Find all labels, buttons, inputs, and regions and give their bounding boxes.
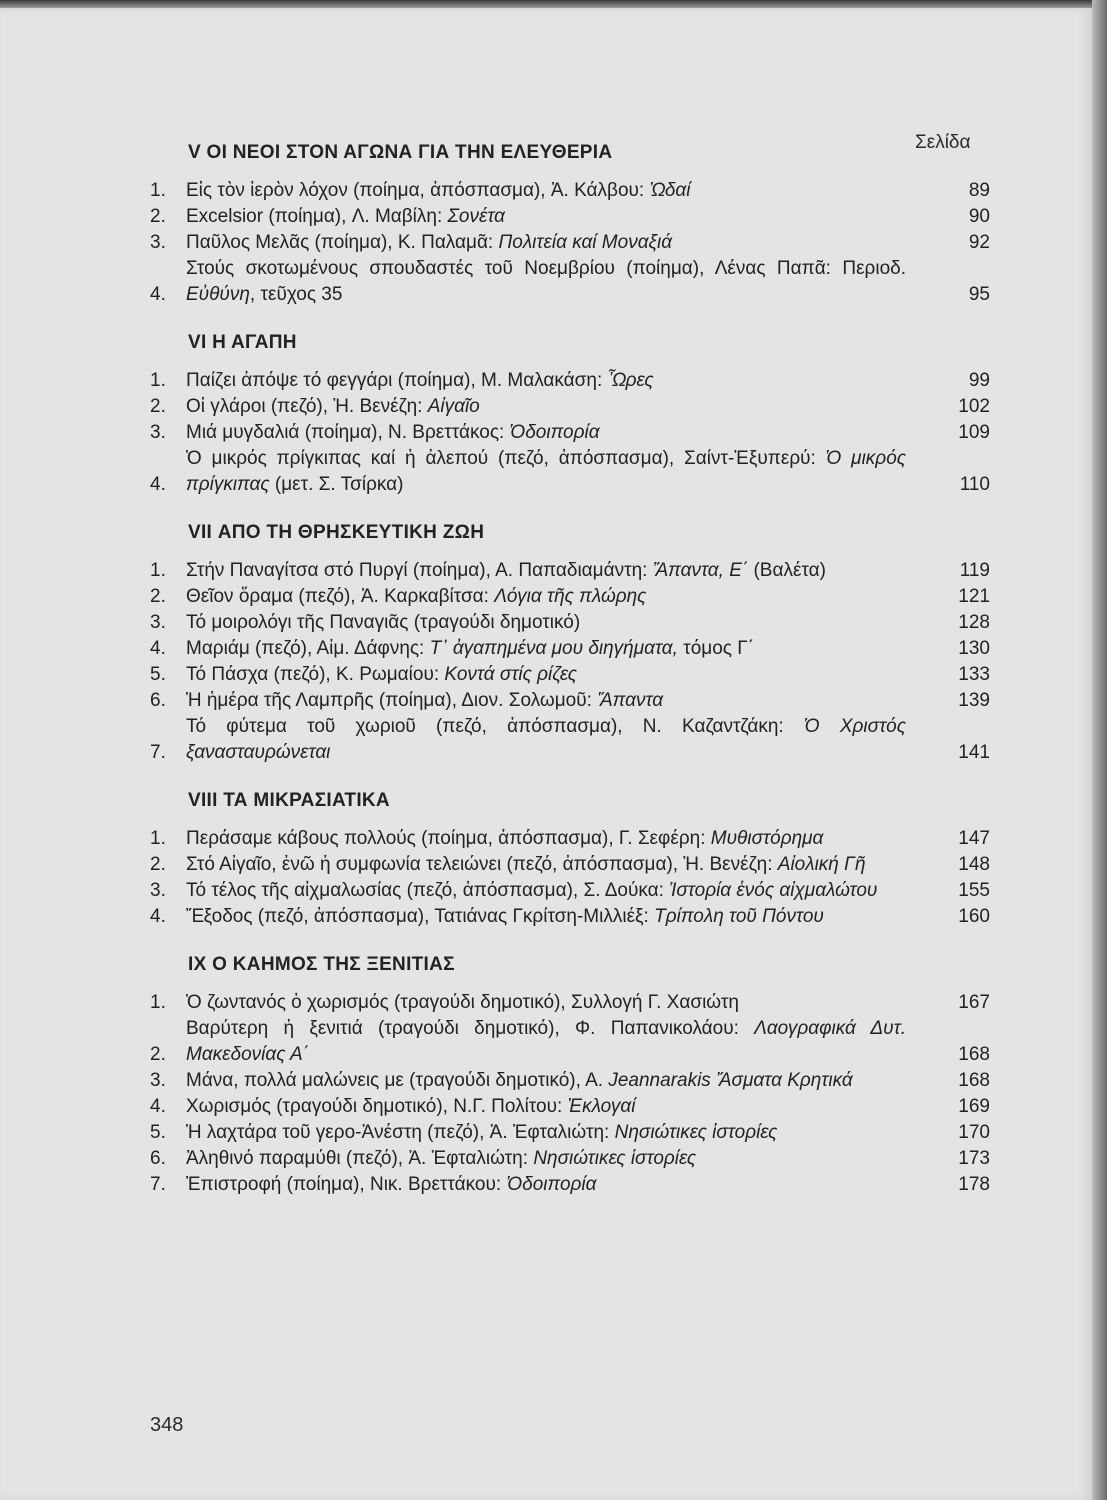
- toc-entry: [150, 904, 990, 930]
- entry-title: [186, 204, 946, 230]
- entry-number: 2.: [150, 396, 166, 417]
- toc-section: [150, 952, 990, 1198]
- entry-number: 6.: [150, 690, 166, 711]
- entry-text: Ἡ λαχτάρα τοῦ γερο-Ἀνέστη (πεζό), Ἀ. Ἐφταλιώτη:: [186, 1122, 615, 1143]
- entry-page-number: 178: [958, 1174, 990, 1195]
- entry-text: Μάνα, πολλά μαλώνεις με (τραγούδι δημοτικό), Α.: [186, 1070, 609, 1091]
- toc-entry: [150, 852, 990, 878]
- entry-title: [186, 368, 946, 394]
- entry-source-detail: τόμος Γ΄: [677, 638, 755, 659]
- entry-text: Τό τέλος τῆς αἰχμαλωσίας (πεζό, ἀπόσπασμα), Σ. Δούκα:: [186, 880, 670, 901]
- entry-page-number: 169: [958, 1096, 990, 1117]
- entry-title: [186, 584, 946, 610]
- entry-text: Στό Αἰγαῖο, ἐνῶ ἡ συμφωνία τελειώνει (πεζό, ἀπόσπασμα), Ἡ. Βενέζη:: [186, 854, 778, 875]
- toc-entry: [150, 230, 990, 256]
- entry-number: 4.: [150, 906, 166, 927]
- entry-source-title: Jeannarakis Ἄσματα Κρητικά: [608, 1070, 853, 1091]
- entry-text: Ἀληθινό παραμύθι (πεζό), Ἀ. Ἐφταλιώτη:: [186, 1148, 534, 1169]
- entry-page-number: 133: [958, 664, 990, 685]
- entry-page-number: 168: [958, 1070, 990, 1091]
- entry-page-number: 139: [958, 690, 990, 711]
- entry-source-title: Ἅπαντα: [597, 690, 664, 711]
- toc-section: [150, 330, 990, 498]
- entry-title: [186, 990, 946, 1016]
- entry-text: Τό μοιρολόγι τῆς Παναγιᾶς (τραγούδι δημοτικό): [186, 612, 581, 633]
- toc-entry: [150, 662, 990, 688]
- entry-source-title: Ἱστορία ἑνός αἰχμαλώτου: [669, 880, 878, 901]
- section-title: VIII ΤΑ ΜΙΚΡΑΣΙΑΤΙΚΑ: [188, 790, 390, 811]
- entry-title: [186, 1016, 946, 1068]
- toc-section: [150, 788, 990, 930]
- entry-page-number: 99: [968, 370, 990, 391]
- toc-entry: [150, 878, 990, 904]
- entry-source-title: Λόγια τῆς πλώρης: [494, 586, 647, 607]
- entry-page-number: 167: [958, 992, 990, 1013]
- entry-title: [186, 826, 946, 852]
- entry-number: 4.: [150, 1096, 166, 1117]
- toc-entry: [150, 420, 990, 446]
- entry-source-title: Ἅπαντα, Ε΄: [652, 560, 749, 581]
- entry-text: Ἔξοδος (πεζό, ἀπόσπασμα), Τατιάνας Γκρίτση-Μιλλιέξ:: [186, 906, 655, 927]
- entry-source-title: Πολιτεία καί Μοναξιά: [498, 232, 673, 253]
- entry-source-title: Τ᾽ ἀγαπημένα μου διηγήματα,: [429, 638, 678, 659]
- entry-page-number: 170: [958, 1122, 990, 1143]
- toc-entry: [150, 256, 990, 308]
- entry-source-title: Σονέτα: [447, 206, 506, 227]
- entry-title: [186, 394, 946, 420]
- toc-entry: [150, 636, 990, 662]
- entry-source-title: Ὁδοιπορία: [509, 422, 600, 443]
- entry-text: Τό Πάσχα (πεζό), Κ. Ρωμαίου:: [186, 664, 445, 685]
- toc-entry: [150, 1120, 990, 1146]
- toc-entry: [150, 446, 990, 498]
- entry-title: [186, 904, 946, 930]
- entry-number: 3.: [150, 422, 166, 443]
- entry-number: 4.: [150, 474, 166, 495]
- entry-title: [186, 1094, 946, 1120]
- entry-text: Excelsior (ποίημα), Λ. Μαβίλη:: [186, 206, 448, 227]
- entry-number: 1.: [150, 992, 166, 1013]
- entry-title: [186, 714, 946, 766]
- entry-title: [186, 1146, 946, 1172]
- toc-entry: [150, 178, 990, 204]
- entry-number: 1.: [150, 560, 166, 581]
- entry-text: Ἐπιστροφή (ποίημα), Νικ. Βρεττάκου:: [186, 1174, 507, 1195]
- toc-entry: [150, 204, 990, 230]
- entry-title: [186, 446, 946, 498]
- entry-title: [186, 1068, 946, 1094]
- toc-entry: [150, 584, 990, 610]
- entry-number: 5.: [150, 664, 166, 685]
- entry-page-number: 155: [958, 880, 990, 901]
- entry-page-number: 92: [968, 232, 990, 253]
- entry-source-title: Ὁ Χριστός ξανασταυρώνεται: [186, 716, 906, 763]
- toc-entry: [150, 1094, 990, 1120]
- entry-source-title: Μυθιστόρημα: [710, 828, 824, 849]
- toc-entry: [150, 688, 990, 714]
- entry-source-title: Ὠδαί: [649, 180, 691, 201]
- entry-number: 2.: [150, 206, 166, 227]
- entry-text: Παίζει ἀπόψε τό φεγγάρι (ποίημα), Μ. Μαλακάση:: [186, 370, 608, 391]
- entry-number: 3.: [150, 232, 166, 253]
- entry-number: 1.: [150, 370, 166, 391]
- entry-page-number: 89: [968, 180, 990, 201]
- entry-text: Οἱ γλάροι (πεζό), Ἡ. Βενέζη:: [186, 396, 428, 417]
- entry-number: 7.: [150, 1174, 166, 1195]
- entry-number: 3.: [150, 1070, 166, 1091]
- entry-title: [186, 1172, 946, 1198]
- entry-number: 3.: [150, 880, 166, 901]
- entry-page-number: 148: [958, 854, 990, 875]
- section-title: V ΟΙ ΝΕΟΙ ΣΤΟΝ ΑΓΩΝΑ ΓΙΑ ΤΗΝ ΕΛΕΥΘΕΡΙΑ: [188, 142, 613, 163]
- entry-text: Στούς σκοτωμένους σπουδαστές τοῦ Νοεμβρίου (ποίημα), Λένας Παπᾶ: Περιοδ.: [186, 258, 906, 279]
- entry-title: [186, 662, 946, 688]
- toc-entry: [150, 394, 990, 420]
- entry-page-number: 109: [958, 422, 990, 443]
- page-column-label: Σελίδα: [915, 132, 971, 153]
- entry-source-title: Ὁ μικρός πρίγκιπας: [186, 448, 906, 495]
- entry-source-title: Λαογραφικά Δυτ. Μακεδονίας Α΄: [186, 1018, 906, 1065]
- entry-text: Θεῖον ὅραμα (πεζό), Ἀ. Καρκαβίτσα:: [186, 586, 495, 607]
- entry-title: [186, 636, 946, 662]
- entry-page-number: 90: [968, 206, 990, 227]
- scan-right-edge: [1092, 0, 1107, 1500]
- entry-number: 5.: [150, 1122, 166, 1143]
- entry-title: [186, 420, 946, 446]
- entry-source-title: Ὧρες: [607, 370, 654, 391]
- toc-entry: [150, 368, 990, 394]
- entry-title: [186, 688, 946, 714]
- section-title: VI Η ΑΓΑΠΗ: [188, 332, 297, 353]
- entry-page-number: 95: [968, 284, 990, 305]
- entry-page-number: 102: [958, 396, 990, 417]
- entry-number: 1.: [150, 180, 166, 201]
- page-number: 348: [150, 1414, 184, 1436]
- entry-title: [186, 878, 946, 904]
- entry-number: 7.: [150, 742, 166, 763]
- section-title: IX Ο ΚΑΗΜΟΣ ΤΗΣ ΞΕΝΙΤΙΑΣ: [188, 954, 455, 975]
- toc-entry: [150, 1068, 990, 1094]
- entry-number: 1.: [150, 828, 166, 849]
- entry-number: 2.: [150, 1044, 166, 1065]
- entry-title: [186, 610, 946, 636]
- entry-source-title: Ὁδοιπορία: [506, 1174, 597, 1195]
- entry-title: [186, 1120, 946, 1146]
- entry-page-number: 128: [958, 612, 990, 633]
- entry-page-number: 130: [958, 638, 990, 659]
- entry-page-number: 147: [958, 828, 990, 849]
- entry-text: Χωρισμός (τραγούδι δημοτικό), Ν.Γ. Πολίτου:: [186, 1096, 568, 1117]
- entry-page-number: 141: [958, 742, 990, 763]
- entry-title: [186, 558, 946, 584]
- entry-page-number: 168: [958, 1044, 990, 1065]
- toc-entry: [150, 558, 990, 584]
- toc-section: [150, 140, 990, 308]
- entry-text: Περάσαμε κάβους πολλούς (ποίημα, ἀπόσπασμα), Γ. Σεφέρη:: [186, 828, 711, 849]
- entry-page-number: 119: [959, 560, 990, 581]
- entry-number: 2.: [150, 586, 166, 607]
- entry-text: Ὁ μικρός πρίγκιπας καί ἡ ἀλεπού (πεζό, ἀπόσπασμα), Σαίντ-Ἐξυπερύ:: [186, 448, 826, 469]
- entry-text: Ὁ ζωντανός ὁ χωρισμός (τραγούδι δημοτικό), Συλλογή Γ. Χασιώτη: [186, 992, 739, 1013]
- entry-number: 3.: [150, 612, 166, 633]
- entry-source-title: Εὐθύνη: [186, 284, 250, 305]
- entry-source-detail: (Βαλέτα): [748, 560, 826, 581]
- entry-number: 4.: [150, 638, 166, 659]
- entry-source-title: Νησιώτικες ἱστορίες: [533, 1148, 697, 1169]
- entry-source-detail: (μετ. Σ. Τσίρκα): [269, 474, 404, 495]
- toc-entry: [150, 990, 990, 1016]
- entry-text: Βαρύτερη ἡ ξενιτιά (τραγούδι δημοτικό), Φ. Παπανικολάου:: [186, 1018, 755, 1039]
- entry-number: 6.: [150, 1148, 166, 1169]
- entry-source-title: Ἐκλογαί: [567, 1096, 636, 1117]
- entry-source-title: Κοντά στίς ρίζες: [444, 664, 577, 685]
- entry-source-detail: , τεῦχος 35: [249, 284, 343, 305]
- entry-page-number: 121: [958, 586, 990, 607]
- entry-page-number: 110: [959, 474, 990, 495]
- entry-title: [186, 178, 946, 204]
- entry-source-title: Αἰγαῖο: [427, 396, 480, 417]
- entry-text: Ἡ ἡμέρα τῆς Λαμπρῆς (ποίημα), Διον. Σολωμοῦ:: [186, 690, 598, 711]
- entry-text: Τό φύτεμα τοῦ χωριοῦ (πεζό, ἀπόσπασμα), Ν. Καζαντζάκη:: [186, 716, 804, 737]
- toc-entry: [150, 1016, 990, 1068]
- entry-source-title: Αἰολική Γῆ: [777, 854, 866, 875]
- entry-source-title: Νησιώτικες ἱστορίες: [614, 1122, 778, 1143]
- entry-title: [186, 230, 946, 256]
- entry-number: 2.: [150, 854, 166, 875]
- entry-text: Παῦλος Μελᾶς (ποίημα), Κ. Παλαμᾶ:: [186, 232, 499, 253]
- entry-text: Στήν Παναγίτσα στό Πυργί (ποίημα), Α. Παπαδιαμάντη:: [186, 560, 653, 581]
- entry-source-title: Τρίπολη τοῦ Πόντου: [654, 906, 824, 927]
- entry-text: Εἰς τὸν ἱερὸν λόχον (ποίημα, ἀπόσπασμα), Ἀ. Κάλβου:: [186, 180, 650, 201]
- toc-entry: [150, 610, 990, 636]
- entry-page-number: 173: [958, 1148, 990, 1169]
- toc-entry: [150, 1146, 990, 1172]
- toc-section: [150, 520, 990, 766]
- scan-top-edge: [0, 0, 1107, 8]
- entry-page-number: 160: [958, 906, 990, 927]
- toc-entry: [150, 714, 990, 766]
- entry-text: Μιά μυγδαλιά (ποίημα), Ν. Βρεττάκος:: [186, 422, 510, 443]
- entry-number: 4.: [150, 284, 166, 305]
- toc-entry: [150, 1172, 990, 1198]
- toc-entry: [150, 826, 990, 852]
- table-of-contents: [150, 140, 990, 1220]
- entry-title: [186, 256, 946, 308]
- section-title: VII ΑΠΟ ΤΗ ΘΡΗΣΚΕΥΤΙΚΗ ΖΩΗ: [188, 522, 485, 543]
- entry-title: [186, 852, 946, 878]
- entry-text: Μαριάμ (πεζό), Αἰμ. Δάφνης:: [186, 638, 430, 659]
